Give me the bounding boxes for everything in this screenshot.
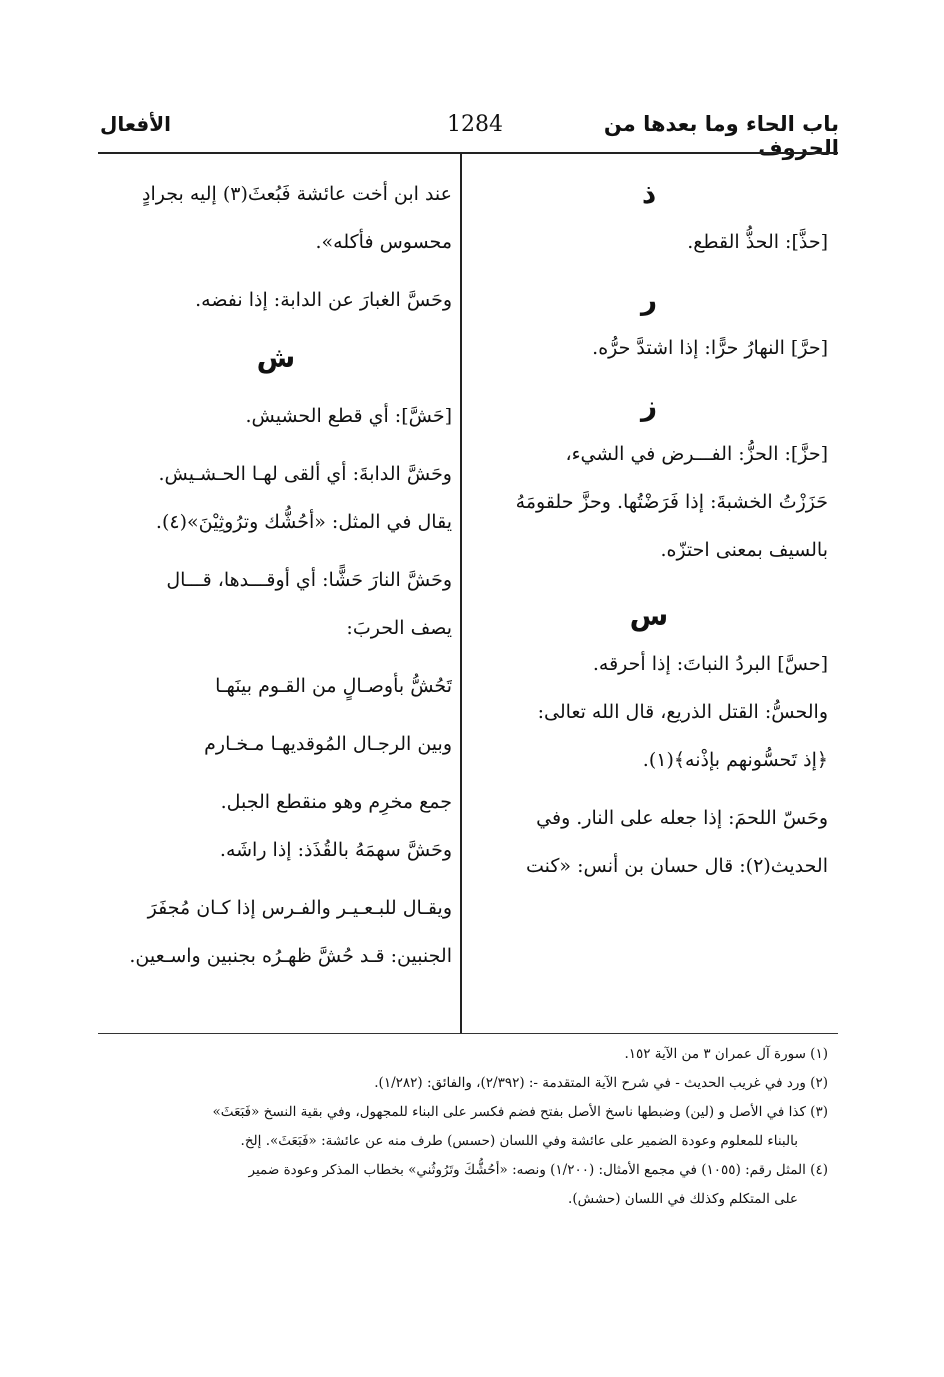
entry-line: عند ابن أخت عائشة فَبُعثَ(٣) إليه بجرادٍ	[142, 183, 452, 205]
entry-line: محسوس فأكله».	[315, 231, 452, 253]
footnote-rule	[98, 1033, 838, 1034]
entry-line: الحديث(٢): قال حسان بن أنس: «كنت	[525, 855, 828, 877]
entry-line: [حزَّ]: الحزُّ: الفـــرض في الشيء،	[565, 443, 828, 465]
letter-heading-shin: ش	[256, 341, 296, 374]
entry-line: ﴿إذ تَحسُّونهم بإذْنه﴾(١).	[642, 749, 828, 771]
entry-line: وحَشَّ سهمَهُ بالقُذَذ: إذا راشَه.	[219, 839, 452, 861]
entry-line: وحَشَّ النارَ حَشًّا: أي أوقـــدها، قـــال	[166, 569, 452, 591]
entry-line: بالسيف بمعنى احتزّه.	[660, 539, 828, 561]
column-divider	[460, 153, 462, 1033]
verse-line: تَحُشُّ بأوصـالٍ من القـوم بينَهـا	[215, 675, 452, 697]
entry-line: ويقـال للبـعـيـر والفـرس إذا كـان مُجفَرَ	[147, 897, 452, 919]
entry-line: [حسَّ] البردُ النباتَ: إذا أحرقه.	[592, 653, 828, 675]
letter-heading-ra: ر	[640, 283, 658, 316]
footnote-4: (٤) المثل رقم: (١٠٥٥) في مجمع الأمثال: (١/٢٠٠) ونصه: «أحُشُّكَ وتَرُوثُني» بخطاب المذكر وعودة ضمير	[248, 1162, 828, 1178]
verse-line: وبين الرجـال المُوقديهـا مـخـارم	[204, 733, 452, 755]
entry-line: [حذَّ]: الحذُّ القطع.	[687, 231, 828, 253]
left-column	[100, 170, 452, 980]
right-column	[470, 170, 828, 890]
entry-line: وحَسّ اللحمَ: إذا جعله على النار. وفي	[536, 807, 828, 829]
footnote-4-continued: على المتكلم وكذلك في اللسان (حشش).	[568, 1191, 798, 1207]
letter-heading-sin: س	[629, 599, 669, 632]
chapter-title: باب الحاء وما بعدها من الحروف	[603, 112, 839, 160]
entry-line: جمع مخرِم وهو منقطع الجبل.	[220, 791, 452, 813]
header-rule	[98, 152, 838, 154]
entry-line: يقال في المثل: «أحُشُّك وترُوثِيْنَ»(٤).	[155, 511, 452, 533]
footnotes	[98, 1040, 828, 1214]
footnote-3-continued: بالبناء للمعلوم وعودة الضمير على عائشة وفي اللسان (حسس) طرف منه عن عائشة: «فَبَعَثَ». إلخ.	[240, 1133, 798, 1149]
footnote-3: (٣) كذا في الأصل و (لين) وضبطها ناسخ الأصل بفتح فضم فكسر على البناء للمجهول، وفي بقية النسخ «فَبَعَثَ»	[212, 1104, 828, 1120]
entry-line: وحَسَّ الغبارَ عن الدابة: إذا نفضه.	[195, 289, 452, 311]
entry-line: والحسُّ: القتل الذريع، قال الله تعالى:	[537, 701, 828, 723]
entry-line: [حَشَّ]: أي قطع الحشيش.	[245, 405, 452, 427]
entry-line: الجنبين: قـد حُشَّ ظهـرُه بجنبين واسـعين.	[129, 945, 452, 967]
page-number: 1284	[447, 112, 503, 137]
footnote-1: (١) سورة آل عمران ٣ من الآية ١٥٢.	[624, 1046, 828, 1062]
entry-line: [حرَّ] النهارُ حرًّا: إذا اشتدَّ حرُّه.	[592, 337, 828, 359]
section-title: الأفعال	[100, 112, 171, 136]
entry-line: حَزَزْتُ الخشبةَ: إذا فَرَضْتُها. وحزَّ حلقومَهُ	[515, 491, 828, 513]
letter-heading-dhal: ذ	[641, 177, 657, 210]
entry-line: يصف الحربَ:	[346, 617, 452, 639]
letter-heading-zay: ز	[640, 389, 658, 422]
footnote-2: (٢) ورد في غريب الحديث - في شرح الآية المتقدمة -: (٢/٣٩٢)، والفائق: (١/٢٨٢).	[374, 1075, 828, 1091]
entry-line: وحَشَّ الدابةَ: أي ألقى لهـا الحـشـيش.	[158, 463, 452, 485]
